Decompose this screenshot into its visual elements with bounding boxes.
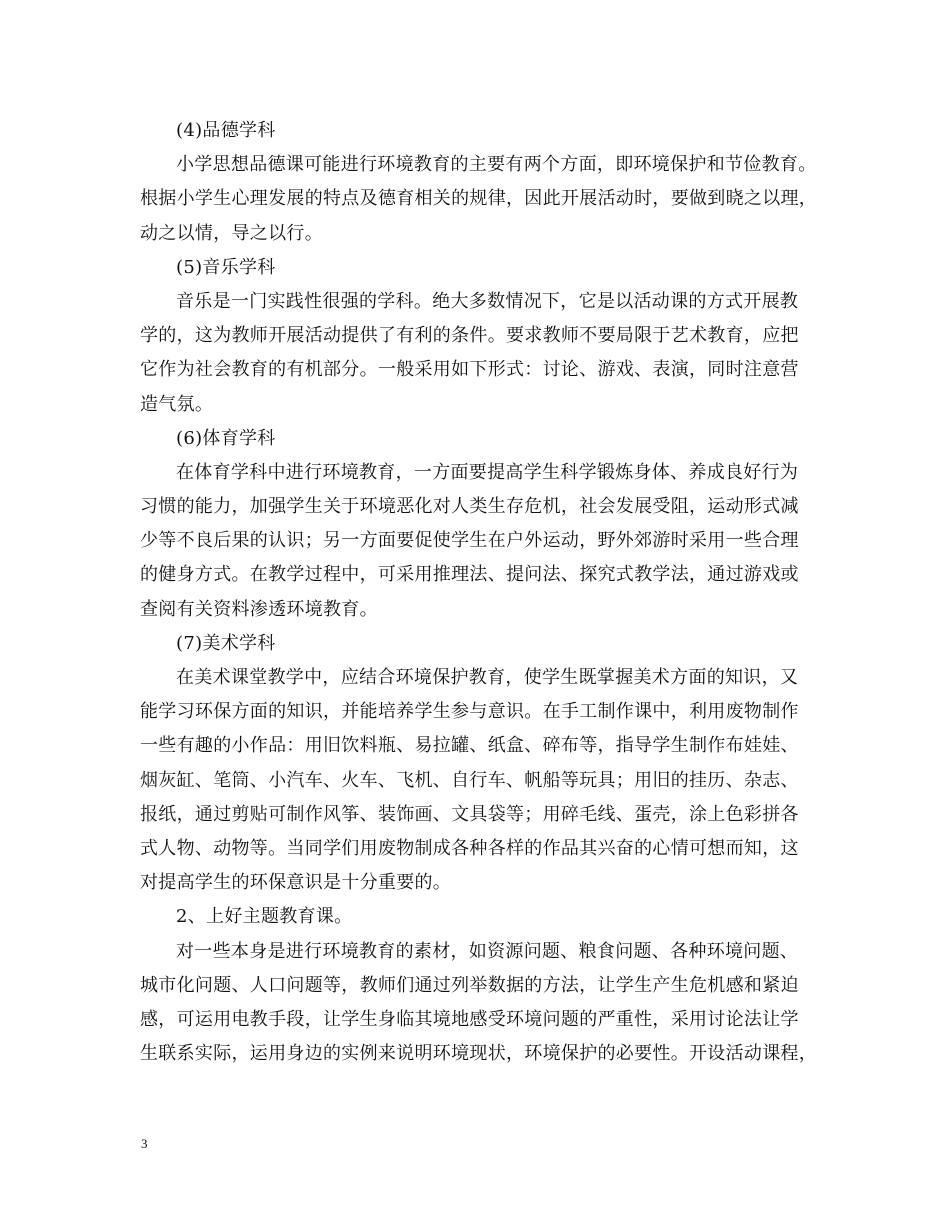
- text-line: 能学习环保方面的知识，并能培养学生参与意识。在手工制作课中，利用废物制作: [140, 701, 799, 723]
- text-line: 动之以情，导之以行。: [140, 222, 323, 244]
- text-line: 在体育学科中进行环境教育，一方面要提高学生科学锻炼身体、养成良好行为: [176, 461, 799, 483]
- text-line: 查阅有关资料渗透环境教育。: [140, 598, 378, 620]
- text-line: 城市化问题、人口问题等，教师们通过列举数据的方法，让学生产生危机感和紧迫: [140, 974, 799, 996]
- document-body: [140, 114, 830, 1071]
- text-line: 的健身方式。在教学过程中，可采用推理法、提问法、探究式教学法，通过游戏或: [140, 564, 799, 586]
- text-line: 根据小学生心理发展的特点及德育相关的规律，因此开展活动时，要做到晓之以理，: [140, 188, 818, 210]
- text-line: 一些有趣的小作品：用旧饮料瓶、易拉罐、纸盒、碎布等，指导学生制作布娃娃、: [140, 735, 799, 757]
- text-line: 2、上好主题教育课。: [176, 906, 353, 928]
- text-line: 感，可运用电教手段，让学生身临其境地感受环境问题的严重性，采用讨论法让学: [140, 1008, 799, 1030]
- text-line: (6)体育学科: [176, 427, 276, 449]
- text-line: 音乐是一门实践性很强的学科。绝大多数情况下，它是以活动课的方式开展教: [176, 290, 799, 312]
- text-line: 生联系实际，运用身边的实例来说明环境现状，环境保护的必要性。开设活动课程，: [140, 1043, 818, 1065]
- text-line: 在美术课堂教学中，应结合环境保护教育，使学生既掌握美术方面的知识，又: [176, 667, 799, 688]
- text-line: 对一些本身是进行环境教育的素材，如资源问题、粮食问题、各种环境问题、: [176, 940, 799, 962]
- text-line: 小学思想品德课可能进行环境教育的主要有两个方面，即环境保护和节俭教育。: [176, 154, 817, 176]
- text-line: 对提高学生的环保意识是十分重要的。: [140, 872, 452, 894]
- page-number: 3: [141, 1136, 148, 1151]
- text-line: (4)品德学科: [176, 120, 276, 141]
- text-line: 烟灰缸、笔筒、小汽车、火车、飞机、自行车、帆船等玩具；用旧的挂历、杂志、: [140, 769, 799, 791]
- text-line: 学的，这为教师开展活动提供了有利的条件。要求教师不要局限于艺术教育，应把: [140, 325, 799, 347]
- text-line: 少等不良后果的认识；另一方面要促使学生在户外运动，野外郊游时采用一些合理: [140, 530, 799, 552]
- text-line: 它作为社会教育的有机部分。一般采用如下形式：讨论、游戏、表演，同时注意营: [140, 359, 799, 381]
- text-line: 报纸，通过剪贴可制作风筝、装饰画、文具袋等；用碎毛线、蛋壳，涂上色彩拼各: [140, 803, 799, 825]
- text-line: 式人物、动物等。当同学们用废物制成各种各样的作品其兴奋的心情可想而知，这: [140, 837, 799, 859]
- text-line: 习惯的能力，加强学生关于环境恶化对人类生存危机，社会发展受阻，运动形式减: [140, 496, 799, 518]
- text-line: (7)美术学科: [176, 632, 276, 654]
- text-line: 造气氛。: [140, 393, 214, 415]
- text-line: (5)音乐学科: [176, 256, 276, 278]
